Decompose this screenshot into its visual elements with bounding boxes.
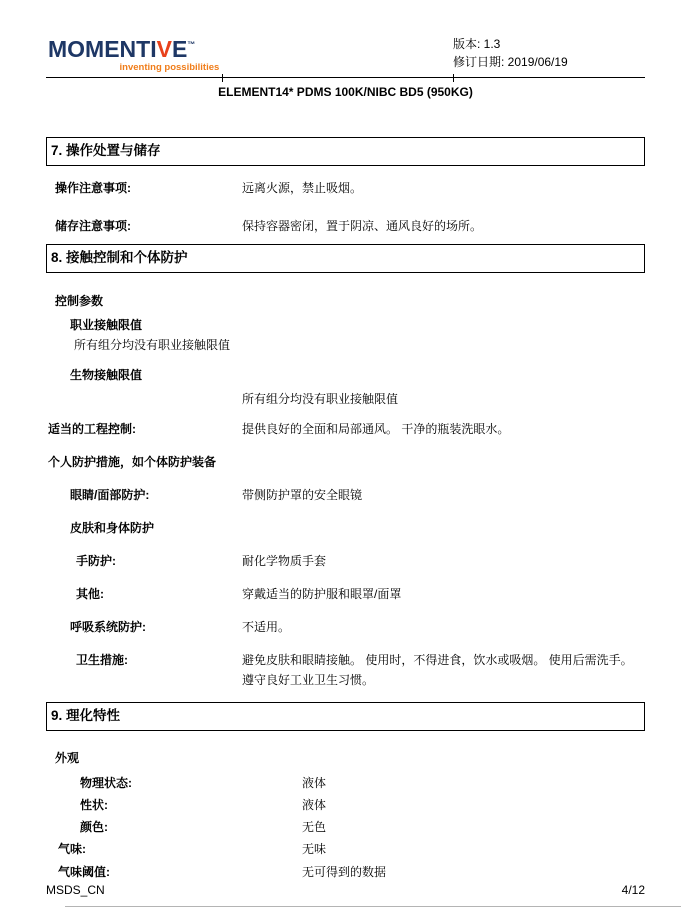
field-label: 控制参数 — [55, 294, 104, 308]
field-row — [46, 452, 645, 472]
field-row — [46, 748, 645, 768]
revision-date-label: 修订日期: 2019/06/19 — [453, 55, 568, 69]
field-row — [46, 419, 645, 439]
section-header-8: 8. 接触控制和个体防护 — [46, 244, 645, 273]
field-label: 适当的工程控制: — [48, 422, 136, 436]
field-row — [46, 335, 645, 355]
field-row — [46, 551, 645, 571]
brand-wordmark — [48, 32, 195, 62]
field-value: 提供良好的全面和局部通风。 干净的瓶装洗眼水。 — [242, 422, 510, 436]
field-label: 性状: — [80, 798, 108, 812]
field-label: 外观 — [55, 751, 80, 765]
field-label: 颜色: — [80, 820, 108, 834]
product-title: ELEMENT14* PDMS 100K/NIBC BD5 (950KG) — [218, 85, 473, 99]
field-row — [46, 315, 645, 335]
field-row — [46, 518, 645, 538]
field-label: 储存注意事项: — [55, 219, 131, 233]
field-label: 眼睛/面部防护: — [70, 488, 150, 502]
field-value: 耐化学物质手套 — [242, 554, 327, 568]
field-label: 卫生措施: — [76, 653, 128, 667]
page-number: 4/12 — [621, 883, 645, 897]
brand-text: MOMENTI — [48, 36, 157, 62]
field-value: 保持容器密闭，置于阴凉、通风良好的场所。 — [242, 219, 483, 233]
field-value: 无味 — [302, 842, 327, 856]
field-label: 生物接触限值 — [70, 368, 143, 382]
header-divider — [46, 77, 645, 78]
field-value: 所有组分均没有职业接触限值 — [242, 392, 399, 406]
section-header-7: 7. 操作处置与储存 — [46, 137, 645, 166]
field-row — [46, 178, 645, 198]
brand-flame-v: V — [156, 36, 172, 62]
momentive-logo — [46, 32, 220, 73]
field-label — [55, 389, 242, 409]
field-label: 气味阈值: — [58, 865, 110, 879]
page-footer — [46, 882, 645, 898]
field-row — [46, 650, 645, 690]
table-column-tick — [222, 74, 223, 82]
field-value: 穿戴适当的防护服和眼罩/面罩 — [242, 587, 402, 601]
field-value: 带侧防护罩的安全眼镜 — [242, 488, 363, 502]
field-row — [46, 862, 645, 882]
brand-tagline: inventing possibilities — [119, 62, 220, 73]
field-label: 职业接触限值 — [70, 318, 143, 332]
field-row — [46, 365, 645, 385]
field-label: 手防护: — [76, 554, 116, 568]
field-value: 避免皮肤和眼睛接触。 使用时，不得进食，饮水或吸烟。 使用后需洗手。 遵守良好工业卫生习惯。 — [242, 653, 633, 687]
field-label: 呼吸系统防护: — [70, 620, 146, 634]
field-row — [46, 817, 645, 837]
field-label: 皮肤和身体防护 — [70, 521, 155, 535]
field-row — [46, 617, 645, 637]
version-label: 版本: 1.3 — [453, 37, 501, 51]
field-row — [46, 291, 645, 311]
field-label: 物理状态: — [80, 776, 132, 790]
field-value: 不适用。 — [242, 620, 291, 634]
page-header — [46, 0, 645, 73]
field-label: 操作注意事项: — [55, 181, 131, 195]
field-row — [46, 795, 645, 815]
version-block — [453, 32, 645, 71]
field-row — [46, 389, 645, 409]
field-label: 其他: — [76, 587, 104, 601]
field-text: 所有组分均没有职业接触限值 — [74, 338, 231, 352]
table-column-tick — [453, 74, 454, 82]
field-row — [46, 773, 645, 793]
brand-text-end: E — [171, 36, 188, 62]
field-row — [46, 584, 645, 604]
section-header-9: 9. 理化特性 — [46, 702, 645, 731]
field-row — [46, 216, 645, 236]
field-row — [46, 485, 645, 505]
field-label: 气味: — [58, 842, 86, 856]
field-label: 个人防护措施，如个体防护装备 — [48, 455, 217, 469]
trademark-symbol: ™ — [187, 40, 196, 49]
field-value: 无可得到的数据 — [302, 865, 387, 879]
field-value: 远离火源，禁止吸烟。 — [242, 181, 363, 195]
next-page-edge — [65, 906, 681, 907]
field-value: 无色 — [302, 820, 327, 834]
field-row — [46, 839, 645, 859]
field-value: 液体 — [302, 798, 327, 812]
document-code: MSDS_CN — [46, 883, 105, 897]
field-value: 液体 — [302, 776, 327, 790]
